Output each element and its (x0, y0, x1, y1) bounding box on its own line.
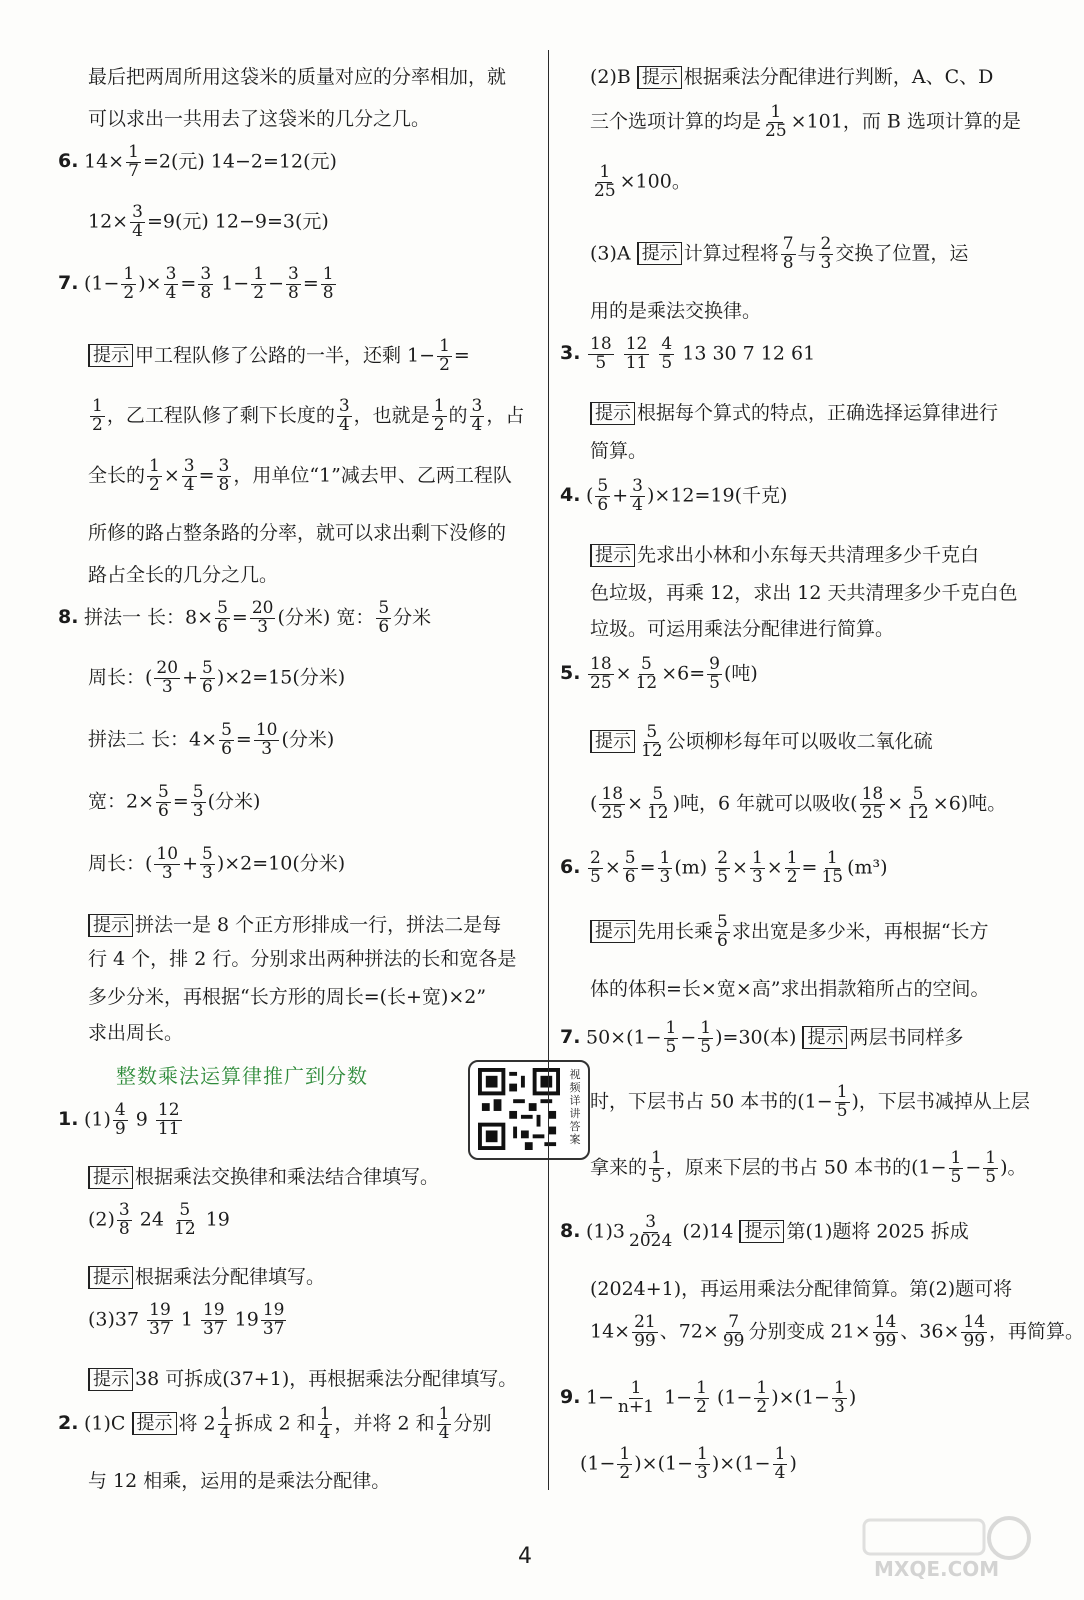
answer-7: 7. (1− $\frac{1}{2}$ )× $\frac{3}{4}$ = $\frac{3}{8}$ 1− $\frac{1}{2}$ − $\frac{3}{8}$ = $\frac{1}{8}$ (58, 264, 334, 303)
hint-line: 提示 根据每个算式的特点，正确选择运算律进行 (590, 398, 998, 425)
hint-line: 提示 拼法一是 8 个正方形排成一行，拼法二是每 (88, 910, 501, 937)
hint-line: 求出周长。 (88, 1022, 184, 1044)
hint-tag: 提示 (590, 730, 635, 753)
hint-tag: 提示 (739, 1220, 784, 1243)
answer-8: 8. 拼法一 长：8× $\frac{5}{6}$ = $\frac{20}{3}$ (分米) 宽： $\frac{5}{6}$ 分米 (58, 598, 432, 637)
answer-line: (2)B 提示 根据乘法分配律进行判断，A、C、D (590, 66, 994, 88)
hint-tag: 提示 (590, 544, 635, 567)
hint-line: 体的体积=长×宽×高”求出捐款箱所占的空间。 (590, 978, 990, 1000)
question-number: 9. (560, 1386, 581, 1409)
answer-line: 周长：( $\frac{10}{3}$ + $\frac{5}{3}$ )×2=10(分米) (88, 844, 346, 883)
hint-line: 与 12 相乘，运用的是乘法分配律。 (88, 1470, 391, 1492)
answer-4: 4. ( $\frac{5}{6}$ + $\frac{3}{4}$ )×12=19(千克) (560, 476, 788, 515)
answer-s2: 2. (1)C 提示 将 2 $\frac{1}{4}$ 拆成 2 和 $\frac{1}{4}$ ，并将 2 和 $\frac{1}{4}$ 分别 (58, 1404, 492, 1443)
hint-line: 路占全长的几分之几。 (88, 564, 279, 586)
text-line: 可以求出一共用去了这袋米的几分之几。 (88, 108, 431, 130)
qr-code-box[interactable] (468, 1060, 590, 1160)
answer-5: 5. $\frac{18}{25}$ × $\frac{5}{12}$ ×6= $\frac{9}{5}$ (吨) (560, 654, 758, 693)
hint-line: 所修的路占整条路的分率，就可以求出剩下没修的 (88, 522, 507, 544)
question-number: 6. (560, 856, 581, 879)
hint-tag: 提示 (637, 66, 682, 89)
hint-tag: 提示 (802, 1026, 847, 1049)
hint-tag: 提示 (590, 402, 635, 425)
page-number: 4 (518, 1544, 532, 1569)
hint-line: 提示 根据乘法交换律和乘法结合律填写。 (88, 1162, 439, 1189)
section-title: 整数乘法运算律推广到分数 (116, 1064, 368, 1088)
question-number: 7. (560, 1026, 581, 1049)
answer-line: (3)37 $\frac{19}{37}$ 1 $\frac{19}{37}$ 19 $\frac{19}{37}$ (88, 1300, 285, 1339)
hint-line: 提示 根据乘法分配律填写。 (88, 1262, 325, 1289)
hint-tag: 提示 (590, 920, 635, 943)
hint-line: ( $\frac{18}{25}$ × $\frac{5}{12}$ )吨，6 年就可以吸收( $\frac{18}{25}$ × $\frac{5}{12}$ ×6)吨。 (590, 784, 1007, 823)
answer-8: 8. (1)3 $\frac{3}{2024}$ (2)14 提示 第(1)题将 2025 拆成 (560, 1212, 969, 1251)
hint-line: 色垃圾，再乘 12，求出 12 天共清理多少千克白色 (590, 582, 1018, 604)
question-number: 1. (58, 1108, 79, 1131)
answer-line: 拼法二 长：4× $\frac{5}{6}$ = $\frac{10}{3}$ (分米) (88, 720, 335, 759)
answer-line: (1− $\frac{1}{2}$ )×(1− $\frac{1}{3}$ )×(1− $\frac{1}{4}$ ) (580, 1444, 797, 1483)
answer-line: 三个选项计算的均是 $\frac{1}{25}$ ×101，而 B 选项计算的是 (590, 102, 1021, 141)
question-number: 8. (560, 1220, 581, 1243)
hint-line: 14× $\frac{21}{99}$ 、72× $\frac{7}{99}$ 分别变成 21× $\frac{14}{99}$ 、36× $\frac{14}{99}$ ，再简算。 (590, 1312, 1084, 1351)
hint-line: 行 4 个，排 2 行。分别求出两种拼法的长和宽各是 (88, 948, 517, 970)
fraction: $\frac{3}{4}$ (132, 202, 143, 241)
hint-tag: 提示 (88, 1368, 133, 1391)
hint-line: 提示 $\frac{5}{12}$ 公顷柳杉每年可以吸收二氧化硫 (590, 724, 933, 761)
answer-line: (2) $\frac{3}{8}$ 24 $\frac{5}{12}$ 19 (88, 1200, 230, 1239)
qr-label: 视频详讲答案 (569, 1068, 581, 1146)
hint-tag: 提示 (88, 1266, 133, 1289)
watermark-logo (844, 1512, 1034, 1582)
hint-line: 垃圾。可运用乘法分配律进行简算。 (590, 618, 895, 640)
hint-line: 拿来的 $\frac{1}{5}$ ，原来下层的书占 50 本书的(1− $\frac{1}{5}$ − $\frac{1}{5}$ )。 (590, 1148, 1027, 1187)
answer-line: 宽：2× $\frac{5}{6}$ = $\frac{5}{3}$ (分米) (88, 782, 261, 821)
hint-line: 提示 先用长乘 $\frac{5}{6}$ 求出宽是多少米，再根据“长方 (590, 914, 989, 951)
hint-line: 多少分米，再根据“长方形的周长=(长+宽)×2” (88, 986, 487, 1008)
question-number: 5. (560, 662, 581, 685)
answer-9: 9. 1− $\frac{1}{n+1}$ 1− $\frac{1}{2}$ (1− $\frac{1}{2}$ )×(1− $\frac{1}{3}$ ) (560, 1378, 857, 1417)
text-line: 最后把两周所用这袋米的质量对应的分率相加，就 (88, 66, 507, 88)
question-number: 6. (58, 150, 79, 173)
hint-tag: 提示 (88, 914, 133, 937)
hint-tag: 提示 (637, 242, 682, 265)
hint-tag: 提示 (88, 344, 133, 367)
hint-tag: 提示 (132, 1412, 177, 1435)
question-number: 2. (58, 1412, 79, 1435)
question-number: 7. (58, 272, 79, 295)
answer-line: 用的是乘法交换律。 (590, 300, 762, 322)
hint-line: 提示 38 可拆成(37+1)，再根据乘法分配律填写。 (88, 1364, 517, 1391)
answer-6: 6. $\frac{2}{5}$ × $\frac{5}{6}$ = $\frac{1}{3}$ (m) $\frac{2}{5}$ × $\frac{1}{3}$ × $\frac{1}{2}$ = $\frac{1}{15}$ (m³) (560, 848, 888, 887)
column-divider (548, 50, 549, 1490)
hint-line: 提示 先求出小林和小东每天共清理多少千克白 (590, 540, 979, 567)
fraction: $\frac{1}{7}$ (128, 142, 139, 181)
answer-3: 3. $\frac{18}{5}$ $\frac{12}{11}$ $\frac{4}{5}$ 13 30 7 12 61 (560, 334, 816, 373)
answer-line: 12× $\frac{3}{4}$ =9(元) 12−9=3(元) (88, 202, 329, 241)
answer-6: 6. 14× $\frac{1}{7}$ =2(元) 14−2=12(元) (58, 142, 337, 181)
answer-line: 周长：( $\frac{20}{3}$ + $\frac{5}{6}$ )×2=15(分米) (88, 658, 346, 697)
hint-line: 全长的 $\frac{1}{2}$ × $\frac{3}{4}$ = $\frac{3}{8}$ ，用单位“1”减去甲、乙两工程队 (88, 456, 512, 495)
question-number: 3. (560, 342, 581, 365)
answer-7: 7. 50×(1− $\frac{1}{5}$ − $\frac{1}{5}$ )=30(本) 提示 两层书同样多 (560, 1018, 964, 1057)
question-number: 8. (58, 606, 79, 629)
answer-line: (3)A 提示 计算过程将 $\frac{7}{8}$ 与 $\frac{2}{3}$ 交换了位置，运 (590, 234, 969, 273)
answer-s1: 1. (1) $\frac{4}{9}$ 9 $\frac{12}{11}$ (58, 1100, 180, 1139)
hint-line: $\frac{1}{2}$ ，乙工程队修了剩下长度的 $\frac{3}{4}$ ，也就是 $\frac{1}{2}$ 的 $\frac{3}{4}$ ，占 (92, 396, 525, 435)
hint-line: 简算。 (590, 440, 648, 462)
watermark-text: MXQE.COM (874, 1557, 1000, 1581)
answer-line: $\frac{1}{25}$ ×100。 (594, 162, 691, 201)
hint-line: (2024+1)，再运用乘法分配律简算。第(2)题可将 (590, 1278, 1013, 1300)
question-number: 4. (560, 484, 581, 507)
hint-line: 提示 甲工程队修了公路的一半，还剩 1− $\frac{1}{2}$ = (88, 338, 470, 375)
hint-line: 时，下层书占 50 本书的(1− $\frac{1}{5}$ )，下层书减掉从上层 (590, 1082, 1030, 1121)
hint-tag: 提示 (88, 1166, 133, 1189)
